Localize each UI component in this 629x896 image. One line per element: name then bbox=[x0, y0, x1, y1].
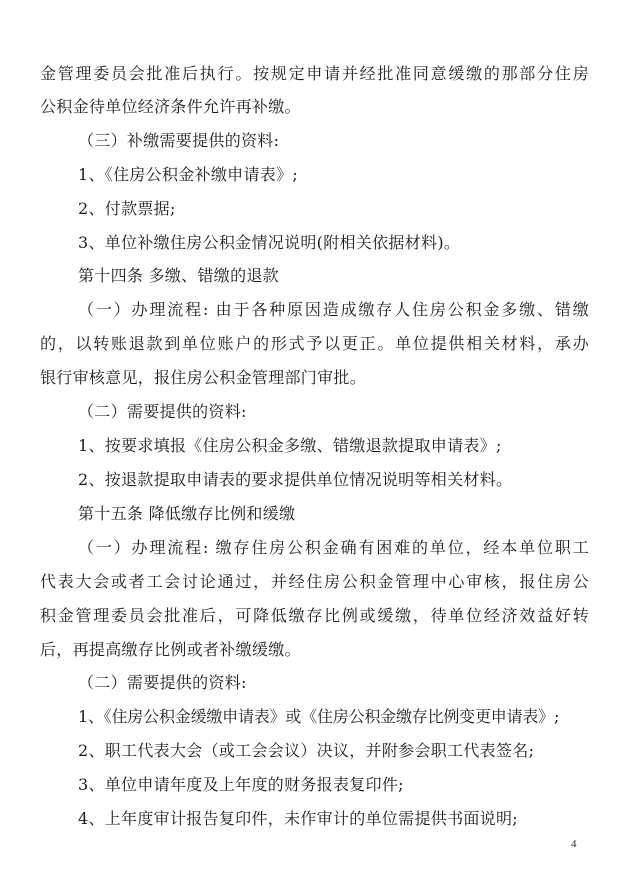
text-line-2: 公积金待单位经济条件允许再补缴。 bbox=[40, 97, 301, 116]
text-line-17: 积金管理委员会批准后，可降低缴存比例或缓缴，待单位经济效益好转 bbox=[40, 606, 589, 625]
text-line-18: 后，再提高缴存比例或者补缴缓缴。 bbox=[40, 640, 301, 659]
text-line-15: （一）办理流程: 缴存住房公积金确有困难的单位，经本单位职工 bbox=[78, 538, 589, 557]
list-item: 2、付款票据; bbox=[78, 199, 176, 218]
list-item: 2、按退款提取申请表的要求提供单位情况说明等相关材料。 bbox=[78, 470, 513, 489]
text-line-9: 的，以转账退款到单位账户的形式予以更正。单位提供相关材料，承办 bbox=[40, 334, 589, 353]
list-item: 1、《住房公积金缓缴申请表》或《住房公积金缴存比例变更申请表》; bbox=[78, 707, 560, 726]
list-item: 2、职工代表大会（或工会会议）决议，并附参会职工代表签名; bbox=[78, 741, 535, 760]
list-item: 3、单位申请年度及上年度的财务报表复印件; bbox=[78, 775, 404, 794]
article-heading-14: 第十四条 多缴、错缴的退款 bbox=[78, 266, 279, 285]
text-line-10: 银行审核意见，报住房公积金管理部门审批。 bbox=[40, 368, 367, 387]
page-number: 4 bbox=[571, 838, 577, 850]
article-heading-15: 第十五条 降低缴存比例和缓缴 bbox=[78, 504, 296, 523]
list-item: 1、《住房公积金补缴申请表》; bbox=[78, 165, 299, 184]
list-item: 4、上年度审计报告复印件，未作审计的单位需提供书面说明; bbox=[78, 809, 518, 828]
section-heading-required-materials-2: （二）需要提供的资料: bbox=[78, 673, 247, 692]
text-line-16: 代表大会或者工会讨论通过，并经住房公积金管理中心审核，报住房公 bbox=[40, 572, 589, 591]
section-heading-supplement-materials: （三）补缴需要提供的资料: bbox=[78, 131, 280, 150]
section-heading-required-materials: （二）需要提供的资料: bbox=[78, 402, 247, 421]
text-line-8: （一）办理流程: 由于各种原因造成缴存人住房公积金多缴、错缴 bbox=[78, 300, 589, 319]
list-item: 3、单位补缴住房公积金情况说明(附相关依据材料)。 bbox=[78, 233, 461, 252]
list-item: 1、按要求填报《住房公积金多缴、错缴退款提取申请表》; bbox=[78, 436, 502, 455]
text-line-1: 金管理委员会批准后执行。按规定申请并经批准同意缓缴的那部分住房 bbox=[40, 64, 589, 83]
